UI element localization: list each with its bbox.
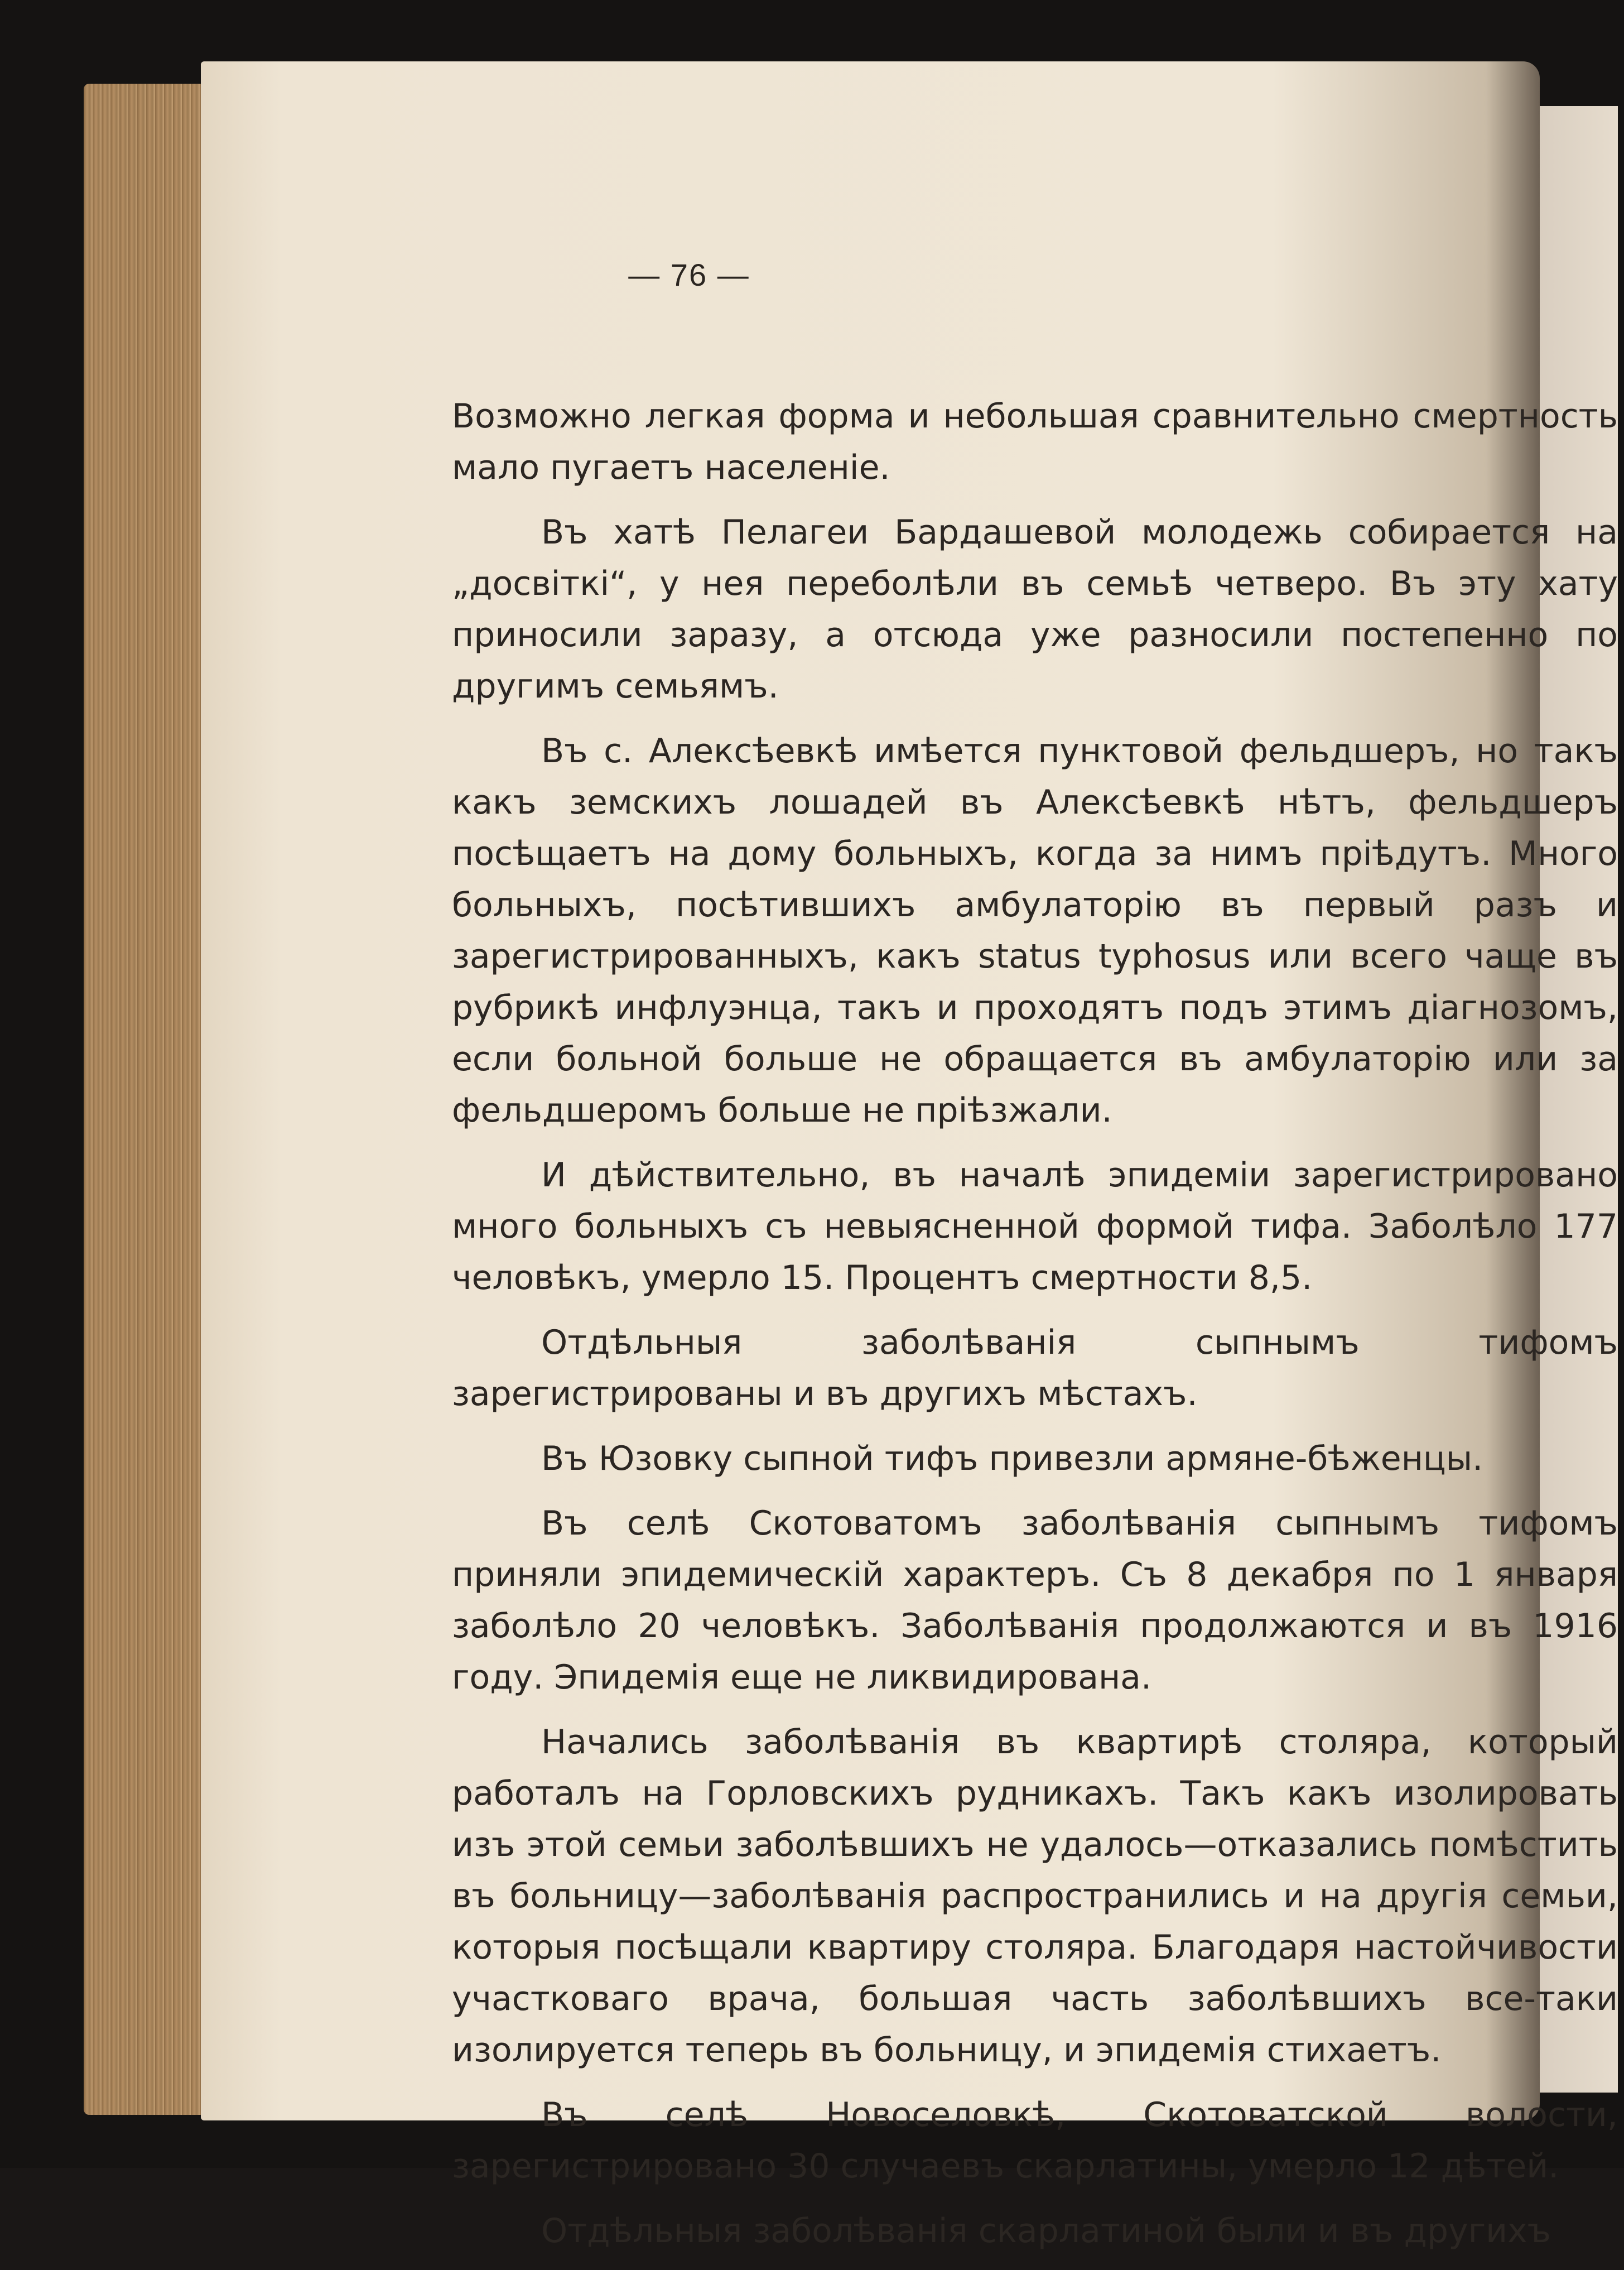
book-page — [201, 61, 1618, 2250]
paragraph: Въ с. Алексѣевкѣ имѣется пунктовой фельдшеръ, но такъ какъ земскихъ лошадей въ Алексѣевкѣ нѣтъ, фельдшеръ посѣщаетъ на дому больныхъ, когда за нимъ пріѣдутъ. Много больныхъ, посѣтившихъ амбулаторію въ первый разъ и зарегистрированныхъ, какъ status typhosus или всего чаще въ рубрикѣ инфлуэнца, такъ и проходятъ подъ этимъ діагнозомъ, если больной больше не обращается въ амбулаторію или за фельдшеромъ больше не пріѣзжали. — [452, 732, 1618, 1130]
paragraph: Въ хатѣ Пелагеи Бардашевой молодежь собирается на „досвіткі“, у нея переболѣли въ семьѣ четверо. Въ эту хату приносили заразу, а отсюда уже разносили постепенно по другимъ семьямъ. — [452, 513, 1618, 706]
paragraph: Въ селѣ Скотоватомъ заболѣванія сыпнымъ тифомъ приняли эпидемическій характеръ. Съ 8 декабря по 1 января заболѣло 20 человѣкъ. Заболѣванія продолжаются и въ 1916 году. Эпидемія еще не ликвидирована. — [452, 1504, 1618, 1697]
paragraph: Въ селѣ Новоселовкѣ, Скотоватской волости, зарегистрировано 30 случаевъ скарлатины, умерло 12 дѣтей. — [452, 2095, 1618, 2186]
page-number: — 76 — — [628, 257, 750, 292]
paragraph: Возможно легкая форма и небольшая сравнительно смертность мало пугаетъ населеніе. — [452, 397, 1618, 487]
page-edges — [84, 84, 206, 2115]
paragraph: Въ Юзовку сыпной тифъ привезли армяне-бѣженцы. — [541, 1439, 1483, 1478]
paragraph: Отдѣльныя заболѣванія скарлатиной были и въ другихъ — [541, 2211, 1551, 2250]
open-book — [84, 61, 1618, 2250]
paragraph: Отдѣльныя заболѣванія сыпнымъ тифомъ зарегистрированы и въ другихъ мѣстахъ. — [452, 1323, 1618, 1413]
page-body — [452, 391, 1618, 2270]
paragraph: Начались заболѣванія въ квартирѣ столяра, который работалъ на Горловскихъ рудникахъ. Такъ какъ изолировать изъ этой семьи заболѣвшихъ не удалось—отказались помѣстить въ больницу—заболѣванія распространились и на другія семьи, которыя посѣщали квартиру столяра. Благодаря настойчивости участковаго врача, большая часть заболѣвшихъ все-таки изолируется теперь въ больницу, и эпидемія стихаетъ. — [452, 1723, 1618, 2070]
paragraph: И дѣйствительно, въ началѣ эпидеміи зарегистрировано много больныхъ съ невыясненной формой тифа. Заболѣло 177 человѣкъ, умерло 15. Процентъ смертности 8,5. — [452, 1156, 1618, 1297]
